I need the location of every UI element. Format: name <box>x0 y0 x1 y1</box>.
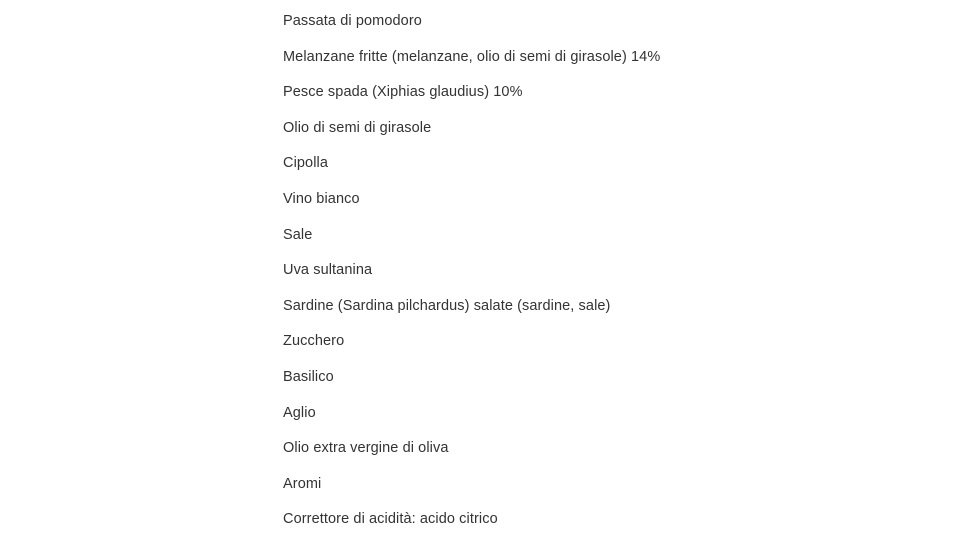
ingredient-item: Aromi <box>283 475 322 492</box>
ingredient-item: Cipolla <box>283 155 329 172</box>
ingredients-list <box>283 0 923 534</box>
ingredient-item: Sale <box>283 226 313 243</box>
ingredient-item: Melanzane fritte (melanzane, olio di semi di girasole) 14% <box>283 48 661 65</box>
ingredient-item: Vino bianco <box>283 190 360 207</box>
ingredient-item: Pesce spada (Xiphias glaudius) 10% <box>283 84 523 101</box>
ingredient-item: Passata di pomodoro <box>283 13 422 29</box>
ingredient-item: Zucchero <box>283 333 345 350</box>
ingredient-item: Uva sultanina <box>283 262 373 279</box>
ingredient-item: Olio di semi di girasole <box>283 119 432 136</box>
ingredient-item: Basilico <box>283 368 334 385</box>
ingredient-item: Sardine (Sardina pilchardus) salate (sardine, sale) <box>283 297 611 314</box>
ingredient-item: Aglio <box>283 404 316 421</box>
ingredient-item: Olio extra vergine di oliva <box>283 440 449 457</box>
ingredient-item: Correttore di acidità: acido citrico <box>283 511 498 528</box>
